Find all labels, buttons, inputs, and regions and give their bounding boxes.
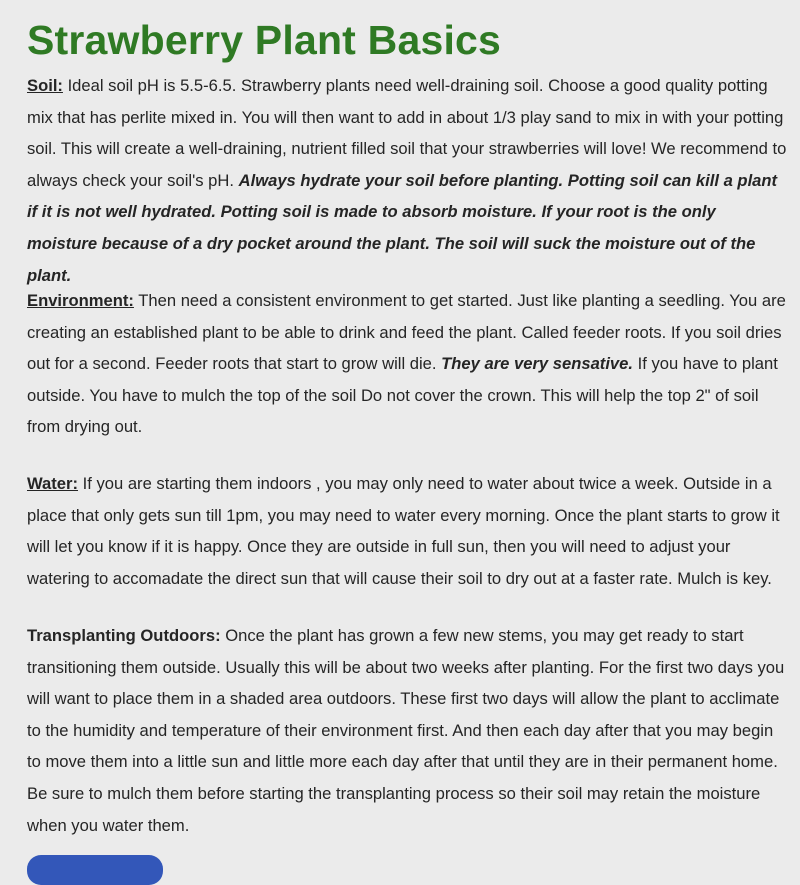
environment-text-after: If you have to plant outside. You have to mulch the top of the soil Do not cover the crown. This will help the top 2" of soil from drying out. (27, 354, 778, 437)
action-button[interactable] (27, 855, 163, 885)
environment-text: Then need a consistent environment to get started. Just like planting a seedling. You are creating an established plant to be able to drink and feed the plant. Called feeder roots. If you soil dries out for a second. Feeder roots that start to grow will die. (27, 291, 786, 374)
section-transplanting (27, 620, 787, 841)
section-water (27, 468, 787, 594)
environment-emphasis: They are very sensative. (441, 354, 633, 374)
transplanting-label: Transplanting Outdoors: (27, 626, 221, 645)
soil-emphasis: Always hydrate your soil before planting. Potting soil can kill a plant if it is not well hydrated. Potting soil is made to absorb moisture. If your root is the only moisture because of a dry pocket around the plant. The soil will suck the moisture out of the plant. (27, 170, 778, 285)
soil-label: Soil: (27, 76, 63, 95)
article (27, 0, 787, 835)
page-title: Strawberry Plant Basics (27, 17, 502, 63)
water-label: Water: (27, 474, 79, 493)
transplanting-text: Once the plant has grown a few new stems, you may get ready to start transitioning them outside. Usually this will be about two weeks after planting. For the first two days you will want to place them in a shaded area outdoors. These first two days will allow the plant to acclimate to the humidity and temperature of their environment first. And then each day after that you may begin to move them into a little sun and little more each day after that until they are in their permanent home. Be sure to mulch them before starting the transplanting process so their soil may retain the moisture when you water them. (27, 626, 785, 835)
soil-text: Ideal soil pH is 5.5-6.5. Strawberry plants need well-draining soil. Choose a good quality potting mix that has perlite mixed in. You will then want to add in about 1/3 play sand to mix in with your potting soil. This will create a well-draining, nutrient filled soil that your strawberries will love! We recommend to always check your soil's pH. (27, 76, 787, 190)
environment-label: Environment: (27, 291, 134, 310)
section-environment (27, 285, 787, 443)
water-text: If you are starting them indoors , you may only need to water about twice a week. Outside in a place that only gets sun till 1pm, you may need to water every morning. Once the plant starts to grow it will let you know if it is happy. Once they are outside in full sun, then you will need to adjust your watering to accomadate the direct sun that will cause their soil to dry out at a faster rate. Mulch is key. (27, 474, 780, 588)
section-soil (27, 70, 787, 291)
